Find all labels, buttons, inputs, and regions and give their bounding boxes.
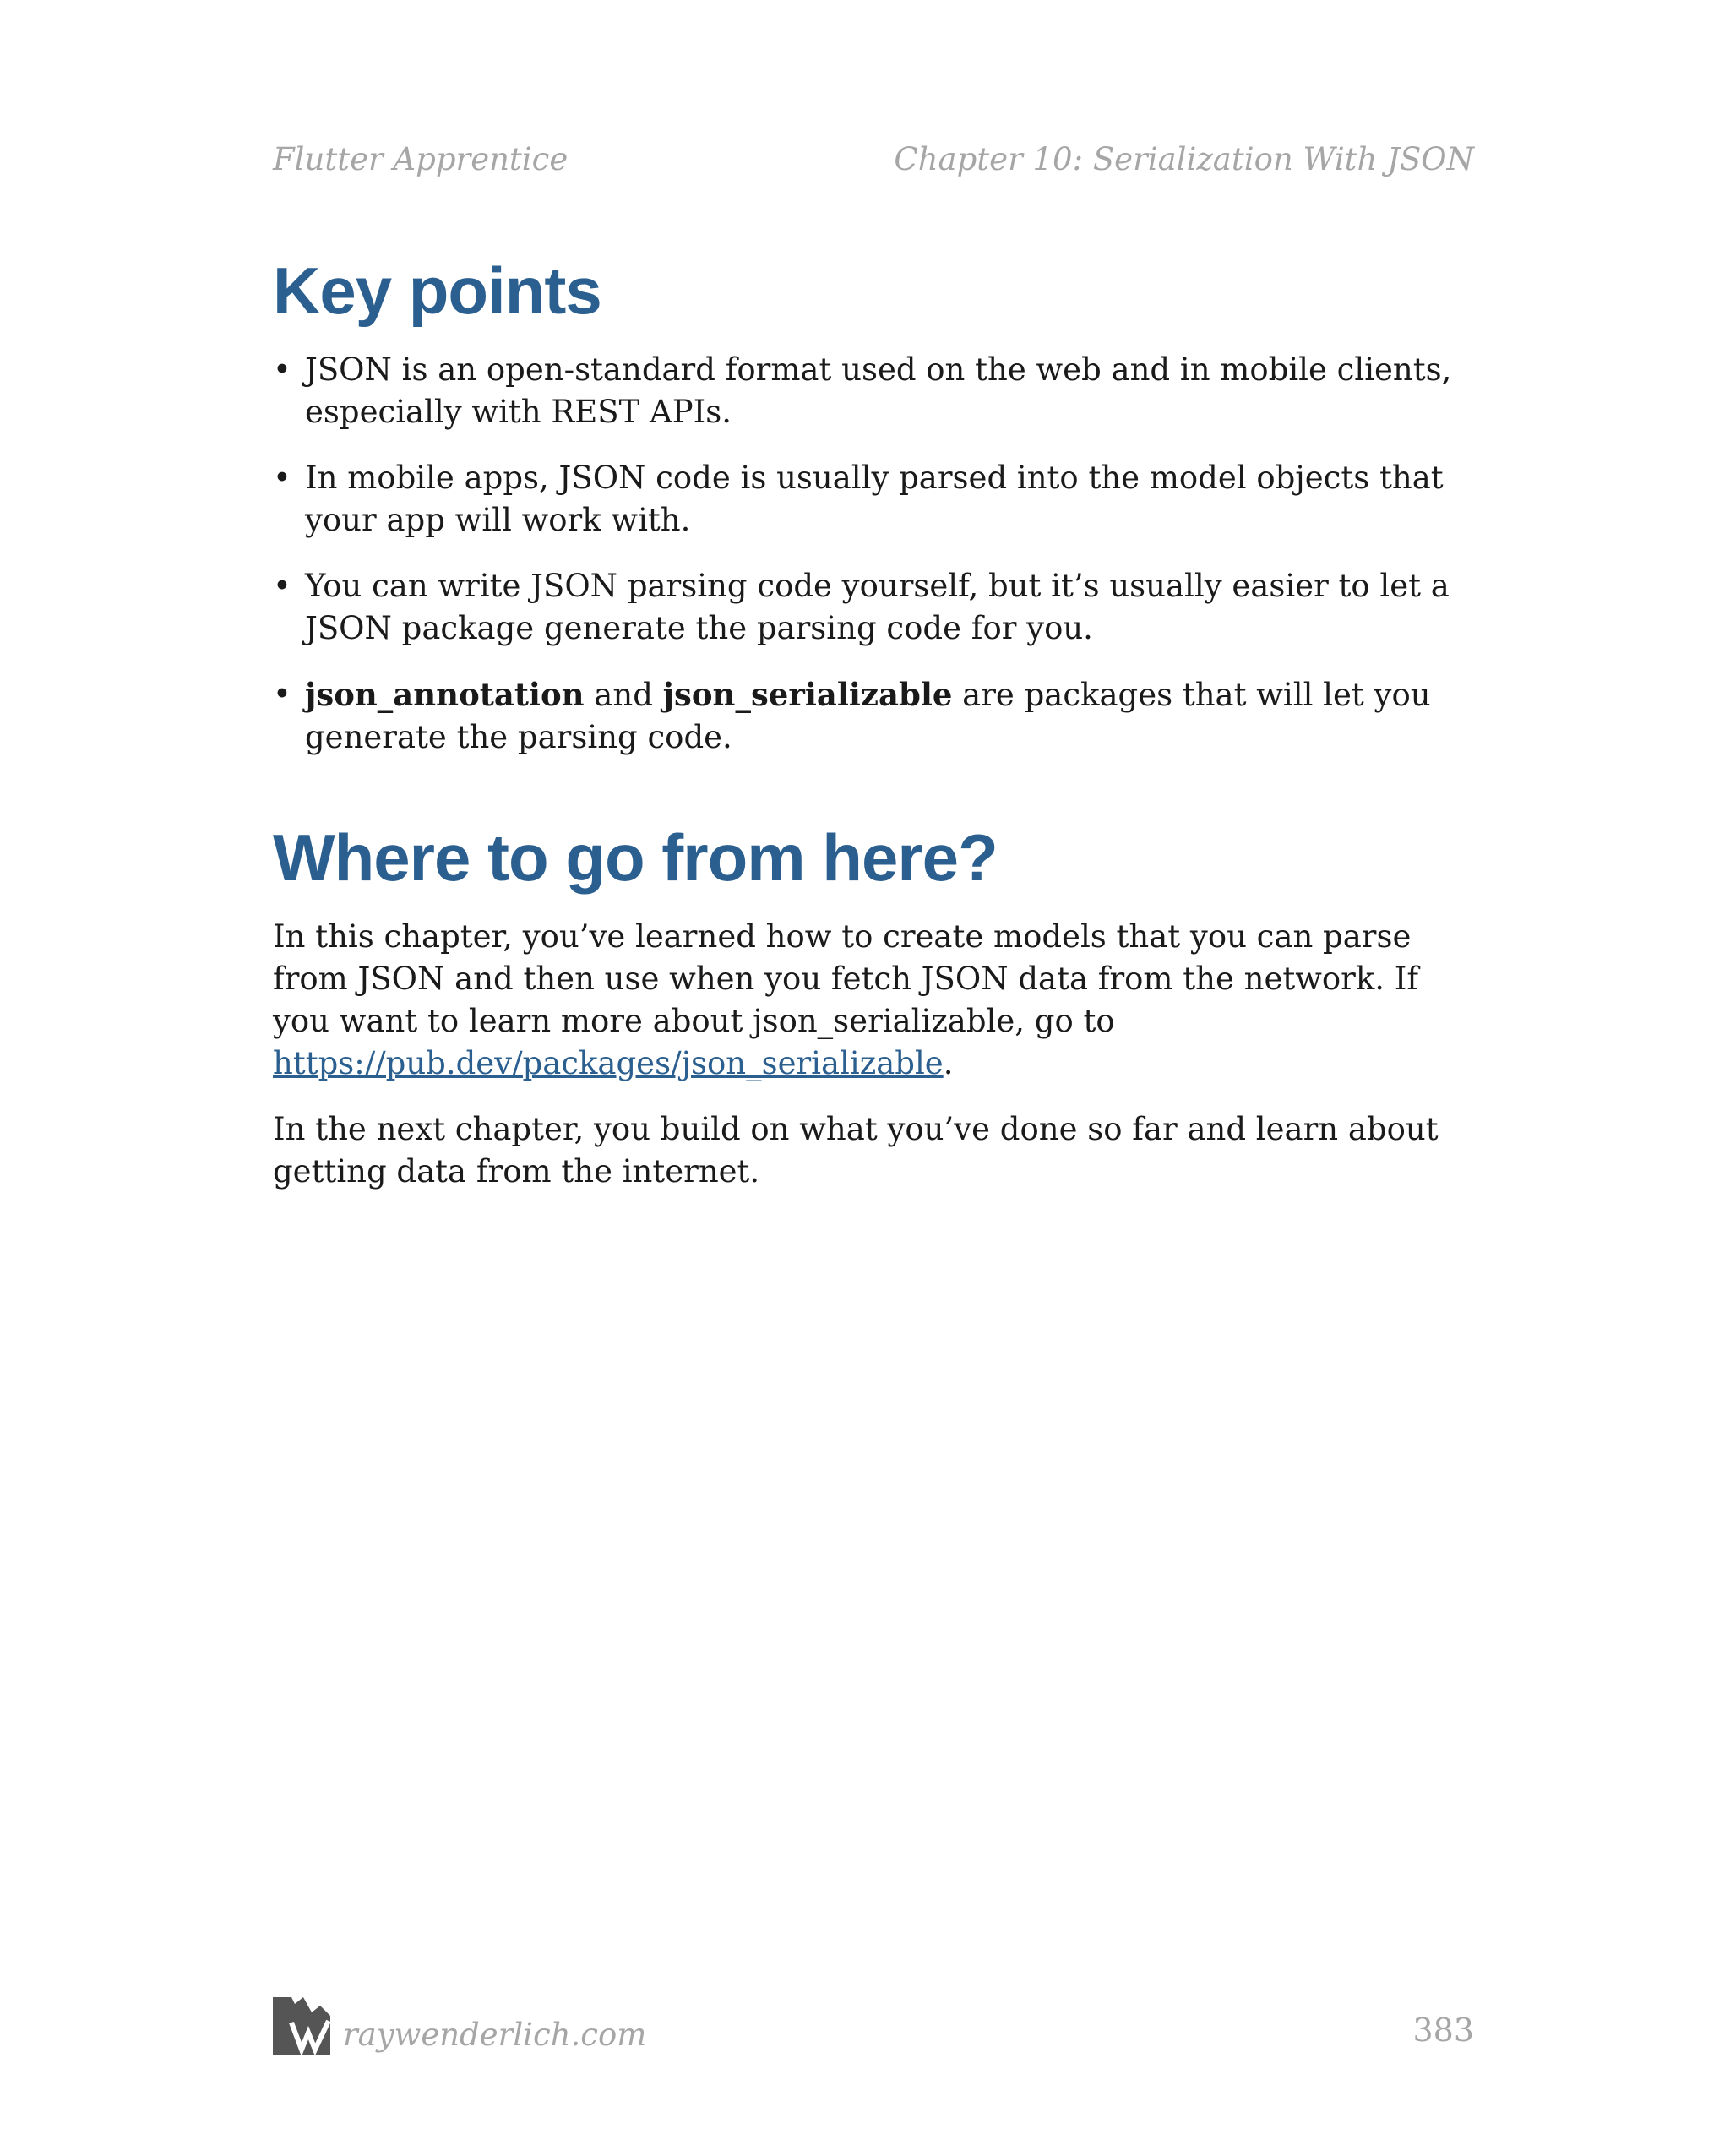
key-points-heading: Key points: [273, 253, 601, 328]
paragraph-text: In this chapter, you’ve learned how to create models that you can parse from JSON and then use when you fetch JSON data from the network. If you want to learn more about json_serializable, go to: [273, 918, 1419, 1039]
list-item-text: You can write JSON parsing code yourself, but it’s usually easier to let a JSON package generate the parsing code for you.: [305, 568, 1450, 646]
list-item-text: and: [584, 677, 663, 713]
list-item-text: JSON is an open-standard format used on the web and in mobile clients, especially with REST APIs.: [305, 351, 1452, 430]
footer-site-name: raywenderlich.com: [343, 2017, 647, 2053]
bullet-icon: •: [273, 351, 291, 388]
paragraph: [273, 916, 1474, 1085]
page-number: 383: [1412, 2012, 1474, 2049]
paragraph: In the next chapter, you build on what you’ve done so far and learn about getting data from the internet.: [273, 1111, 1439, 1190]
where-next-heading: Where to go from here?: [273, 820, 998, 895]
chapter-title: Chapter 10: Serialization With JSON: [894, 141, 1474, 177]
page-content: [273, 253, 1474, 1217]
paragraph-text: .: [943, 1045, 954, 1081]
list-item-text: are packages that will let you generate the parsing code.: [305, 677, 1431, 755]
list-item: [273, 673, 1474, 759]
where-next-section: [273, 820, 1474, 1193]
bullet-icon: •: [273, 460, 291, 496]
list-item: [273, 349, 1474, 433]
key-points-section: [273, 253, 1474, 759]
bullet-icon: •: [273, 568, 291, 604]
bullet-icon: •: [273, 676, 291, 712]
page-footer: [273, 1995, 1474, 2056]
raywenderlich-logo-icon: [273, 1997, 330, 2055]
package-name-json-serializable: json_serializable: [662, 676, 953, 713]
json-serializable-link[interactable]: https://pub.dev/packages/json_serializable: [273, 1045, 944, 1081]
running-header: [273, 141, 1474, 177]
list-item-text: In mobile apps, JSON code is usually parsed into the model objects that your app will work with.: [305, 460, 1444, 538]
key-points-list: [273, 349, 1474, 759]
list-item: [273, 565, 1474, 650]
book-title: Flutter Apprentice: [273, 141, 569, 177]
package-name-json-annotation: json_annotation: [305, 676, 585, 713]
list-item: [273, 457, 1474, 542]
